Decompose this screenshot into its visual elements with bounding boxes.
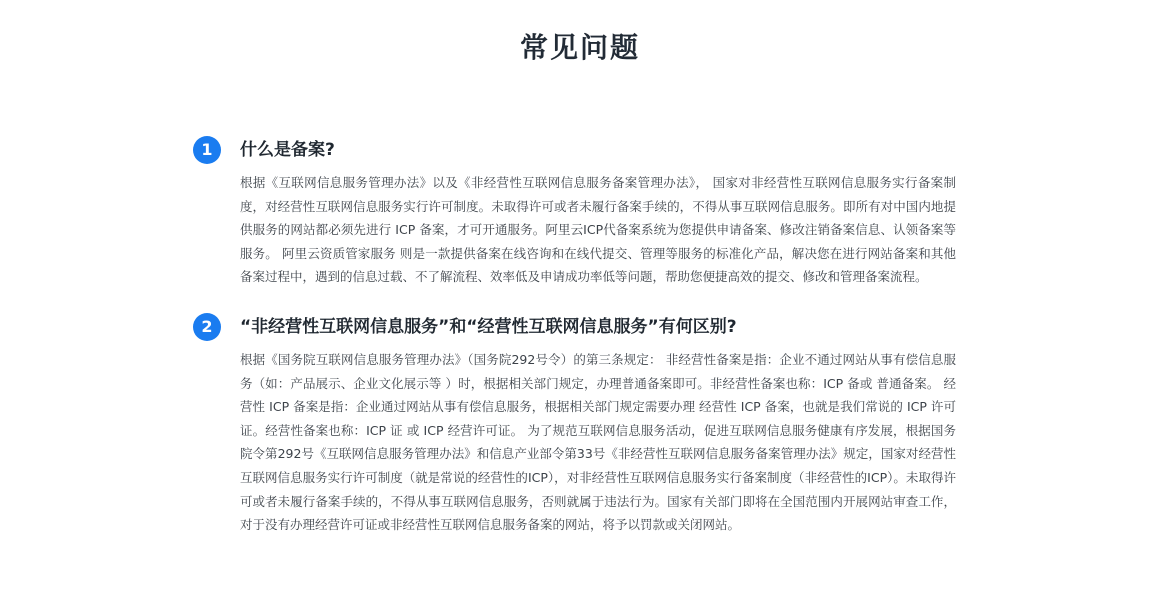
faq-question: 什么是备案? [240,140,335,160]
page-title: 常见问题 [519,31,640,64]
faq-number-badge: 2 [193,313,221,341]
faq-answer: 根据《国务院互联网信息服务管理办法》（国务院292号令）的第三条规定： 非经营性备案是指：企业不通过网站从事有偿信息服务（如：产品展示、企业文化展示等 ）时，根据相关部门规定，办理普通备案即可。非经营性备案也称：ICP 备或 普通备案。 经营性 ICP 备案是指：企业通过网站从事有偿信息服务，根据相关部门规定需要办理 经营性 ICP 备案，也就是我们常说的 ICP 许可证。经营性备案也称：ICP 证 或 ICP 经营许可证。 为了规范互联网信息服务活动，促进互联网信息服务健康有序发展，根据国务院令第292号《互联网信息服务管理办法》和信息产业部令第33号《非经营性互联网信息服务备案管理办法》规定，国家对经营性互联网信息服务实行许可制度（就是常说的经营性的ICP），对非经营性互联网信息服务实行备案制度（非经营性的ICP）。未取得许可或者未履行备案手续的，不得从事互联网信息服务，否则就属于违法行为。国家有关部门即将在全国范围内开展网站审查工作，对于没有办理经营许可证或非经营性互联网信息服务备案的网站，将予以罚款或关闭网站。 [240,352,956,533]
faq-answer: 根据《互联网信息服务管理办法》以及《非经营性互联网信息服务备案管理办法》， 国家对非经营性互联网信息服务实行备案制度，对经营性互联网信息服务实行许可制度。未取得许可或者未履行备案手续的，不得从事互联网信息服务。即所有对中国内地提供服务的网站都必须先进行 ICP 备案，才可开通服务。阿里云ICP代备案系统为您提供申请备案、修改注销备案信息、认领备案等服务。 阿里云资质管家服务 则是一款提供备案在线咨询和在线代提交、管理等服务的标准化产品，解决您在进行网站备案和其他备案过程中，遇到的信息过载、不了解流程、效率低及申请成功率低等问题，帮助您便捷高效的提交、修改和管理备案流程。 [240,175,956,285]
faq-number-badge: 1 [193,136,221,164]
faq-question: “非经营性互联网信息服务”和“经营性互联网信息服务”有何区别? [240,317,737,337]
